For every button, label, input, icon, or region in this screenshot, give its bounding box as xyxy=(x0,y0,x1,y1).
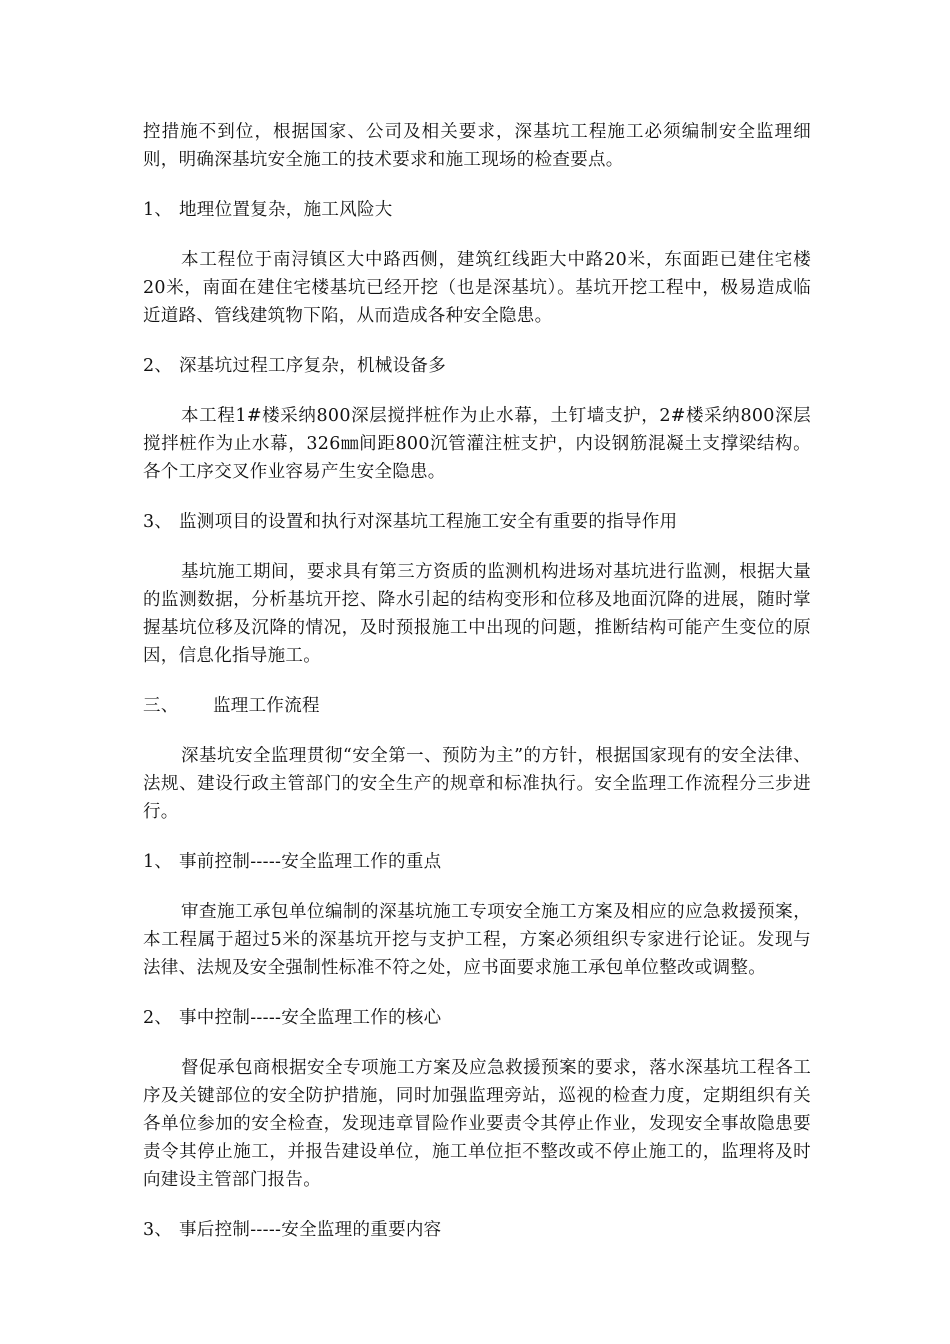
paragraph-project-location: 本工程位于南浔镇区大中路西侧，建筑红线距大中路20米，东面距已建住宅楼20米，南面在建住宅楼基坑已经开挖（也是深基坑）。基坑开挖工程中，极易造成临近道路、管线建筑物下陷，从而造成各种安全隐患。 xyxy=(143,250,811,326)
paragraph-monitoring-details: 基坑施工期间，要求具有第三方资质的监测机构进场对基坑进行监测，根据大量的监测数据，分析基坑开挖、降水引起的结构变形和位移及地面沉降的进展，随时掌握基坑位移及沉降的情况，及时预报施工中出现的问题，推断结构可能产生变位的原因，信息化指导施工。 xyxy=(143,562,811,666)
heading-geography-risk xyxy=(143,196,811,224)
heading-number: 2、 xyxy=(143,1008,173,1028)
heading-text: 监理工作流程 xyxy=(213,696,320,716)
document-page xyxy=(143,118,811,1244)
heading-text: 地理位置复杂，施工风险大 xyxy=(179,200,393,220)
paragraph-workflow-intro: 深基坑安全监理贯彻“安全第一、预防为主”的方针，根据国家现有的安全法律、法规、建设行政主管部门的安全生产的规章和标准执行。安全监理工作流程分三步进行。 xyxy=(143,746,811,822)
heading-complex-process xyxy=(143,352,811,380)
heading-post-control xyxy=(143,1216,811,1244)
heading-text: 监测项目的设置和执行对深基坑工程施工安全有重要的指导作用 xyxy=(179,512,678,532)
paragraph-continuation: 控措施不到位，根据国家、公司及相关要求，深基坑工程施工必须编制安全监理细则，明确深基坑安全施工的技术要求和施工现场的检查要点。 xyxy=(143,122,811,170)
heading-in-process-control xyxy=(143,1004,811,1032)
paragraph-in-process-control: 督促承包商根据安全专项施工方案及应急救援预案的要求，落水深基坑工程各工序及关键部位的安全防护措施，同时加强监理旁站，巡视的检查力度，定期组织有关各单位参加的安全检查，发现违章冒险作业要责令其停止作业，发现安全事故隐患要责令其停止施工，并报告建设单位，施工单位拒不整改或不停止施工的，监理将及时向建设主管部门报告。 xyxy=(143,1058,811,1190)
heading-pre-control xyxy=(143,848,811,876)
heading-text: 事中控制-----安全监理工作的核心 xyxy=(179,1008,442,1028)
heading-number: 三、 xyxy=(143,696,179,716)
heading-monitoring xyxy=(143,508,811,536)
heading-number: 1、 xyxy=(143,200,173,220)
heading-number: 3、 xyxy=(143,1220,173,1240)
heading-supervision-workflow xyxy=(143,692,811,720)
heading-text: 事后控制-----安全监理的重要内容 xyxy=(179,1220,442,1240)
heading-text: 事前控制-----安全监理工作的重点 xyxy=(179,852,442,872)
heading-number: 2、 xyxy=(143,356,173,376)
heading-number: 1、 xyxy=(143,852,173,872)
paragraph-pre-control: 审查施工承包单位编制的深基坑施工专项安全施工方案及相应的应急救援预案，本工程属于超过5米的深基坑开挖与支护工程，方案必须组织专家进行论证。发现与法律、法规及安全强制性标准不符之处，应书面要求施工承包单位整改或调整。 xyxy=(143,902,811,978)
heading-number: 3、 xyxy=(143,512,173,532)
heading-text: 深基坑过程工序复杂，机械设备多 xyxy=(179,356,446,376)
paragraph-support-structure: 本工程1#楼采纳800深层搅拌桩作为止水幕，土钉墙支护，2#楼采纳800深层搅拌桩作为止水幕，326㎜间距800沉管灌注桩支护，内设钢筋混凝土支撑梁结构。各个工序交叉作业容易产生安全隐患。 xyxy=(143,406,811,482)
